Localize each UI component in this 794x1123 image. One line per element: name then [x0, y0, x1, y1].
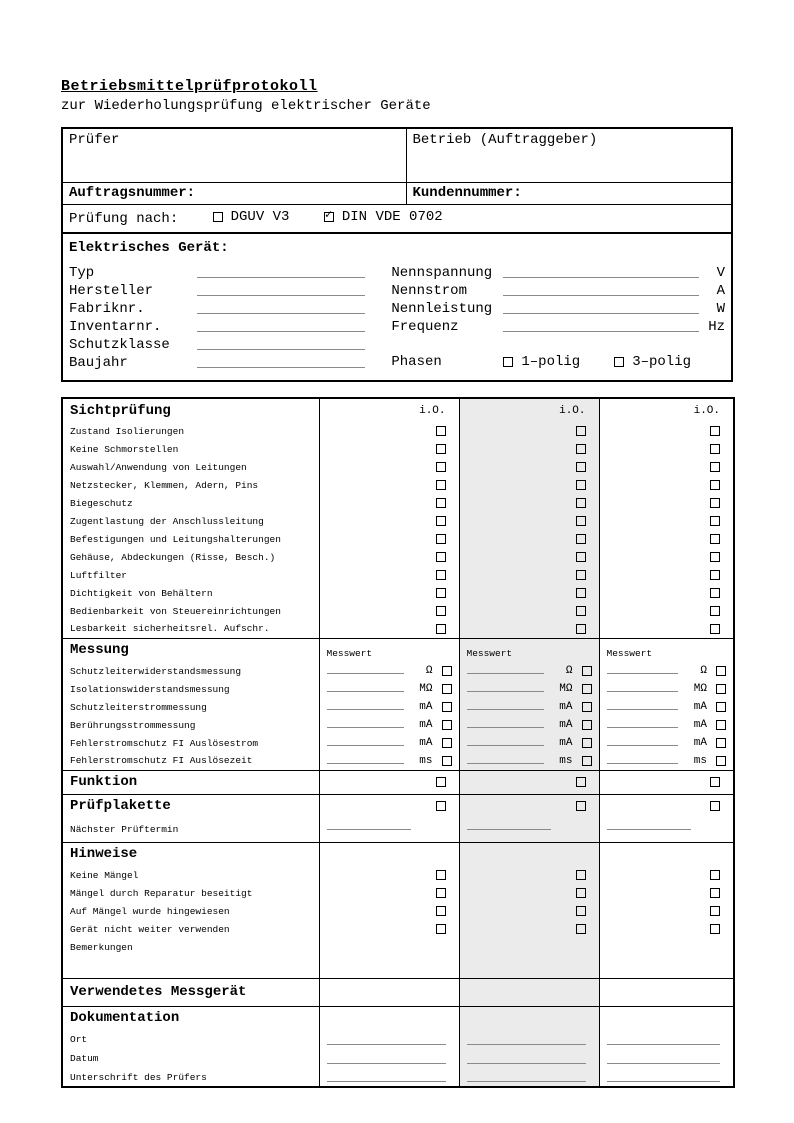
measure-value-line[interactable] — [467, 709, 544, 710]
check-item-label: Mängel durch Reparatur beseitigt — [70, 887, 253, 899]
section-heading-messgeraet: Verwendetes Messgerät — [62, 978, 319, 1006]
checkbox[interactable] — [710, 777, 720, 787]
checkbox[interactable] — [436, 480, 446, 490]
section-header-row — [62, 842, 734, 866]
field-label: Inventarnr. — [69, 319, 162, 335]
fill-line[interactable] — [327, 1044, 446, 1045]
section-heading-dokumentation: Dokumentation — [62, 1006, 319, 1030]
auftragsnummer-label: Auftragsnummer: — [69, 185, 196, 201]
option-label: 3–polig — [632, 354, 691, 370]
checkbox[interactable] — [576, 870, 586, 880]
fill-line[interactable] — [327, 829, 411, 830]
checkbox[interactable] — [213, 212, 223, 222]
doku-item-label: Unterschrift des Prüfers — [70, 1071, 207, 1083]
table-row — [62, 662, 734, 680]
fill-line[interactable] — [197, 313, 365, 314]
table-row — [62, 698, 734, 716]
check-item-label: Zugentlastung der Anschlussleitung — [70, 515, 264, 527]
unit-label: Hz — [708, 319, 725, 335]
option-label: 1–polig — [521, 354, 581, 370]
table-row — [62, 902, 734, 920]
unit-label: V — [716, 265, 725, 281]
checkbox[interactable] — [436, 534, 446, 544]
table-row — [62, 716, 734, 734]
table-row — [62, 734, 734, 752]
field-label: Baujahr — [69, 355, 128, 371]
check-item-label: Luftfilter — [70, 569, 128, 581]
checkbox[interactable] — [710, 498, 720, 508]
measure-value-line[interactable] — [607, 691, 679, 692]
table-row — [62, 204, 732, 233]
checkbox[interactable] — [710, 480, 720, 490]
table-row — [62, 1068, 734, 1087]
table-row — [62, 476, 734, 494]
doku-item-label: Ort — [70, 1034, 88, 1045]
table-row — [62, 494, 734, 512]
checkbox[interactable] — [614, 357, 624, 367]
checkbox[interactable] — [442, 720, 452, 730]
geraet-right-fields — [391, 263, 725, 371]
check-item-label: Keine Schmorstellen — [70, 443, 179, 455]
table-row — [62, 548, 734, 566]
table-row — [62, 1030, 734, 1049]
checkbox[interactable] — [436, 777, 446, 787]
check-item-label: Befestigungen und Leitungshalterungen — [70, 533, 281, 545]
fill-line[interactable] — [467, 829, 551, 830]
checkbox[interactable] — [582, 666, 592, 676]
spacer-row — [62, 956, 734, 978]
option-label: DGUV V3 — [230, 209, 290, 226]
fill-line[interactable] — [607, 1044, 721, 1045]
measure-value-line[interactable] — [607, 709, 679, 710]
table-row — [62, 440, 734, 458]
checkbox[interactable] — [436, 888, 446, 898]
checkbox[interactable] — [716, 684, 726, 694]
measure-value-line[interactable] — [607, 673, 679, 674]
table-row — [62, 770, 734, 794]
checkbox[interactable] — [576, 552, 586, 562]
check-item-label: Zustand Isolierungen — [70, 425, 185, 437]
unit-label: Ω — [565, 665, 573, 677]
messgeraet-field[interactable] — [459, 978, 599, 1006]
checkbox[interactable] — [576, 606, 586, 616]
check-item-label: Auf Mängel wurde hingewiesen — [70, 905, 230, 917]
bemerkungen-area[interactable] — [459, 938, 599, 956]
table-row — [62, 818, 734, 842]
unit-label: MΩ — [559, 683, 573, 695]
table-row — [62, 794, 734, 818]
unit-label: ms — [693, 754, 707, 767]
messgeraet-field[interactable] — [599, 978, 734, 1006]
checkbox[interactable] — [710, 888, 720, 898]
field-label: Nennleistung — [391, 301, 493, 317]
checkbox[interactable] — [576, 516, 586, 526]
checkbox[interactable] — [442, 702, 452, 712]
measure-value-line[interactable] — [467, 691, 544, 692]
field-fabriknr — [69, 299, 379, 317]
measure-value-line[interactable] — [607, 763, 679, 764]
unit-label: ms — [419, 754, 433, 767]
checkbox[interactable] — [710, 870, 720, 880]
fill-line[interactable] — [467, 1081, 586, 1082]
fill-line[interactable] — [503, 331, 699, 332]
table-row — [62, 1049, 734, 1068]
fill-line[interactable] — [503, 313, 699, 314]
check-item-label: Biegeschutz — [70, 497, 133, 509]
checkbox[interactable] — [576, 624, 586, 634]
checkbox[interactable] — [710, 552, 720, 562]
field-label: Hersteller — [69, 283, 154, 299]
check-item-label: Keine Mängel — [70, 869, 139, 881]
checkbox[interactable] — [436, 498, 446, 508]
betrieb-cell[interactable] — [406, 128, 732, 182]
checkbox[interactable] — [710, 462, 720, 472]
unit-label: ms — [559, 754, 573, 767]
field-label: Phasen — [391, 354, 442, 370]
checkbox[interactable] — [582, 684, 592, 694]
option-label: DIN VDE 0702 — [341, 209, 443, 226]
io-column-header: i.O. — [319, 398, 459, 422]
unit-label: MΩ — [419, 683, 433, 695]
table-row — [62, 938, 734, 956]
fill-line[interactable] — [607, 1081, 721, 1082]
termin-label: Nächster Prüftermin — [70, 824, 179, 836]
checkbox[interactable] — [576, 588, 586, 598]
field-label: Fabriknr. — [69, 301, 145, 317]
field-typ — [69, 263, 379, 281]
checkbox[interactable] — [436, 624, 446, 634]
checkbox[interactable] — [716, 738, 726, 748]
checkbox[interactable] — [710, 924, 720, 934]
pruefung-nach-label: Prüfung nach: — [69, 211, 179, 228]
fill-line[interactable] — [503, 277, 699, 278]
measure-value-line[interactable] — [467, 763, 544, 764]
measure-item-label: Fehlerstromschutz FI Auslösestrom — [70, 737, 259, 749]
checkbox[interactable] — [710, 801, 720, 811]
section-heading-sichtpruefung: Sichtprüfung — [62, 398, 319, 422]
io-column-header: i.O. — [599, 398, 734, 422]
field-phasen — [391, 353, 725, 371]
geraet-section — [62, 233, 732, 381]
table-row — [62, 128, 732, 182]
table-row — [62, 978, 734, 1006]
checkbox[interactable] — [576, 570, 586, 580]
check-item-label: Dichtigkeit von Behältern — [70, 587, 213, 599]
checkbox[interactable] — [716, 720, 726, 730]
section-header-row — [62, 638, 734, 662]
table-row — [62, 584, 734, 602]
field-schutzklasse — [69, 335, 379, 353]
check-item-label: Gerät nicht weiter verwenden — [70, 923, 230, 935]
option-1-polig — [503, 354, 580, 370]
fill-line[interactable] — [327, 1063, 446, 1064]
field-inventarnr — [69, 317, 379, 335]
bemerkungen-area[interactable] — [319, 938, 459, 956]
betrieb-label: Betrieb (Auftraggeber) — [412, 132, 598, 148]
checkbox[interactable] — [582, 738, 592, 748]
check-item-label: Netzstecker, Klemmen, Adern, Pins — [70, 479, 259, 491]
checkbox[interactable] — [710, 534, 720, 544]
unit-label: W — [716, 301, 725, 317]
measure-value-line[interactable] — [467, 745, 544, 746]
section-header-row — [62, 1006, 734, 1030]
field-label: Nennstrom — [391, 283, 467, 299]
measure-value-line[interactable] — [327, 727, 404, 728]
option-din-vde-0702 — [324, 209, 443, 225]
fill-line[interactable] — [607, 829, 691, 830]
messwert-column-header: Messwert — [319, 638, 459, 662]
checkbox[interactable] — [436, 444, 446, 454]
checkbox[interactable] — [436, 906, 446, 916]
table-row — [62, 752, 734, 770]
checkbox[interactable] — [710, 588, 720, 598]
checkbox[interactable] — [710, 570, 720, 580]
field-label: Typ — [69, 265, 95, 281]
kundennummer-label: Kundennummer: — [412, 185, 522, 201]
measure-value-line[interactable] — [327, 691, 404, 692]
geraet-left-fields — [69, 263, 379, 371]
unit-label: mA — [419, 701, 433, 713]
checkbox[interactable] — [436, 516, 446, 526]
section-messung — [62, 638, 734, 770]
measure-item-label: Schutzleiterwiderstandsmessung — [70, 665, 242, 677]
unit-label: mA — [559, 701, 573, 713]
checkbox[interactable] — [436, 588, 446, 598]
checkbox[interactable] — [576, 888, 586, 898]
pruefung-nach-cell — [62, 204, 732, 233]
table-row — [62, 620, 734, 638]
field-frequenz — [391, 317, 725, 335]
checkbox[interactable] — [716, 666, 726, 676]
section-heading-messung: Messung — [62, 638, 319, 662]
unit-label: A — [716, 283, 725, 299]
checkbox[interactable] — [436, 924, 446, 934]
checkbox[interactable] — [442, 738, 452, 748]
table-row — [62, 602, 734, 620]
fill-line[interactable] — [197, 295, 365, 296]
section-messgeraet — [62, 978, 734, 1006]
fill-line[interactable] — [197, 349, 365, 350]
fill-line[interactable] — [327, 1081, 446, 1082]
kundennummer-cell[interactable] — [406, 182, 732, 204]
measure-value-line[interactable] — [327, 763, 404, 764]
field-label: Nennspannung — [391, 265, 493, 281]
unit-label: mA — [419, 719, 433, 731]
unit-label: Ω — [700, 665, 707, 677]
section-heading-funktion: Funktion — [62, 770, 319, 794]
table-row — [62, 680, 734, 698]
option-3-polig — [614, 354, 691, 370]
fill-line[interactable] — [467, 1063, 586, 1064]
checkbox[interactable] — [710, 516, 720, 526]
checkbox[interactable] — [503, 357, 513, 367]
messwert-column-header: Messwert — [459, 638, 599, 662]
table-row — [62, 866, 734, 884]
unit-label: mA — [419, 737, 433, 749]
fill-line[interactable] — [197, 277, 365, 278]
bemerkungen-area[interactable] — [599, 938, 734, 956]
table-row — [62, 233, 732, 381]
checkbox[interactable] — [582, 756, 592, 766]
measure-value-line[interactable] — [607, 745, 679, 746]
checkbox[interactable] — [582, 720, 592, 730]
section-sichtpruefung — [62, 398, 734, 638]
checkbox[interactable] — [576, 462, 586, 472]
checkbox[interactable] — [576, 498, 586, 508]
checkbox[interactable] — [436, 426, 446, 436]
checkbox[interactable] — [576, 801, 586, 811]
field-hersteller — [69, 281, 379, 299]
header-table — [61, 127, 733, 382]
section-heading-geraet: Elektrisches Gerät: — [69, 240, 229, 256]
checkbox[interactable] — [436, 870, 446, 880]
checked-checkbox[interactable] — [324, 212, 334, 222]
bemerkungen-label: Bemerkungen — [70, 941, 133, 953]
table-row — [62, 920, 734, 938]
fill-line[interactable] — [197, 367, 365, 368]
measure-item-label: Isolationswiderstandsmessung — [70, 683, 230, 695]
measure-value-line[interactable] — [327, 673, 404, 674]
checkbox[interactable] — [582, 702, 592, 712]
field-baujahr — [69, 353, 379, 371]
checkbox[interactable] — [710, 906, 720, 916]
measure-value-line[interactable] — [467, 673, 544, 674]
unit-label: mA — [693, 701, 707, 713]
table-row — [62, 884, 734, 902]
section-heading-pruefplakette: Prüfplakette — [62, 794, 319, 818]
checkbox[interactable] — [442, 684, 452, 694]
check-item-label: Auswahl/Anwendung von Leitungen — [70, 461, 247, 473]
check-item-label: Bedienbarkeit von Steuereinrichtungen — [70, 605, 281, 617]
fill-line[interactable] — [503, 295, 699, 296]
section-funktion — [62, 770, 734, 794]
measure-value-line[interactable] — [467, 727, 544, 728]
checkbox[interactable] — [576, 777, 586, 787]
fill-line[interactable] — [607, 1063, 721, 1064]
section-hinweise — [62, 842, 734, 978]
table-row — [62, 512, 734, 530]
table-row — [62, 530, 734, 548]
table-row — [62, 182, 732, 204]
measure-value-line[interactable] — [327, 709, 404, 710]
option-dguv-v3 — [213, 209, 290, 225]
field-label: Schutzklasse — [69, 337, 170, 353]
field-nennleistung — [391, 299, 725, 317]
checkbox[interactable] — [576, 480, 586, 490]
page-subtitle: zur Wiederholungsprüfung elektrischer Geräte — [61, 98, 431, 114]
measure-item-label: Schutzleiterstrommessung — [70, 701, 207, 713]
fill-line[interactable] — [467, 1044, 586, 1045]
checkbox[interactable] — [716, 702, 726, 712]
section-heading-hinweise: Hinweise — [62, 842, 319, 866]
section-pruefplakette — [62, 794, 734, 842]
checkbox[interactable] — [436, 606, 446, 616]
check-item-label: Lesbarkeit sicherheitsrel. Aufschr. — [70, 623, 270, 635]
checkbox[interactable] — [436, 570, 446, 580]
field-nennstrom — [391, 281, 725, 299]
measure-item-label: Fehlerstromschutz FI Auslösezeit — [70, 755, 253, 767]
checklist-table — [61, 397, 735, 1088]
table-row — [62, 422, 734, 440]
auftragsnummer-cell[interactable] — [62, 182, 406, 204]
table-row — [62, 566, 734, 584]
table-row — [62, 458, 734, 476]
field-nennspannung — [391, 263, 725, 281]
messgeraet-field[interactable] — [319, 978, 459, 1006]
unit-label: MΩ — [693, 683, 707, 695]
io-column-header: i.O. — [459, 398, 599, 422]
check-item-label: Gehäuse, Abdeckungen (Risse, Besch.) — [70, 551, 276, 563]
checkbox[interactable] — [576, 534, 586, 544]
measure-value-line[interactable] — [607, 727, 679, 728]
unit-label: mA — [693, 719, 707, 731]
checkbox[interactable] — [576, 924, 586, 934]
checkbox[interactable] — [436, 801, 446, 811]
unit-label: mA — [693, 737, 707, 749]
checkbox[interactable] — [442, 666, 452, 676]
fill-line[interactable] — [197, 331, 365, 332]
checkbox[interactable] — [436, 462, 446, 472]
unit-label: Ω — [425, 665, 433, 677]
unit-label: mA — [559, 737, 573, 749]
checkbox[interactable] — [716, 756, 726, 766]
checkbox[interactable] — [576, 426, 586, 436]
unit-label: mA — [559, 719, 573, 731]
pruefer-label: Prüfer — [69, 132, 120, 148]
checkbox[interactable] — [436, 552, 446, 562]
pruefer-cell[interactable] — [62, 128, 406, 182]
doku-item-label: Datum — [70, 1053, 99, 1064]
checkbox[interactable] — [710, 426, 720, 436]
checkbox[interactable] — [576, 444, 586, 454]
checkbox[interactable] — [576, 906, 586, 916]
messwert-column-header: Messwert — [599, 638, 734, 662]
measure-value-line[interactable] — [327, 745, 404, 746]
measure-item-label: Berührungsstrommessung — [70, 719, 196, 731]
section-header-row — [62, 398, 734, 422]
spacer — [391, 335, 725, 353]
checkbox[interactable] — [710, 444, 720, 454]
field-label: Frequenz — [391, 319, 459, 335]
section-dokumentation — [62, 1006, 734, 1087]
checkbox[interactable] — [710, 624, 720, 634]
page-title: Betriebsmittelprüfprotokoll — [61, 78, 318, 95]
checkbox[interactable] — [442, 756, 452, 766]
checkbox[interactable] — [710, 606, 720, 616]
